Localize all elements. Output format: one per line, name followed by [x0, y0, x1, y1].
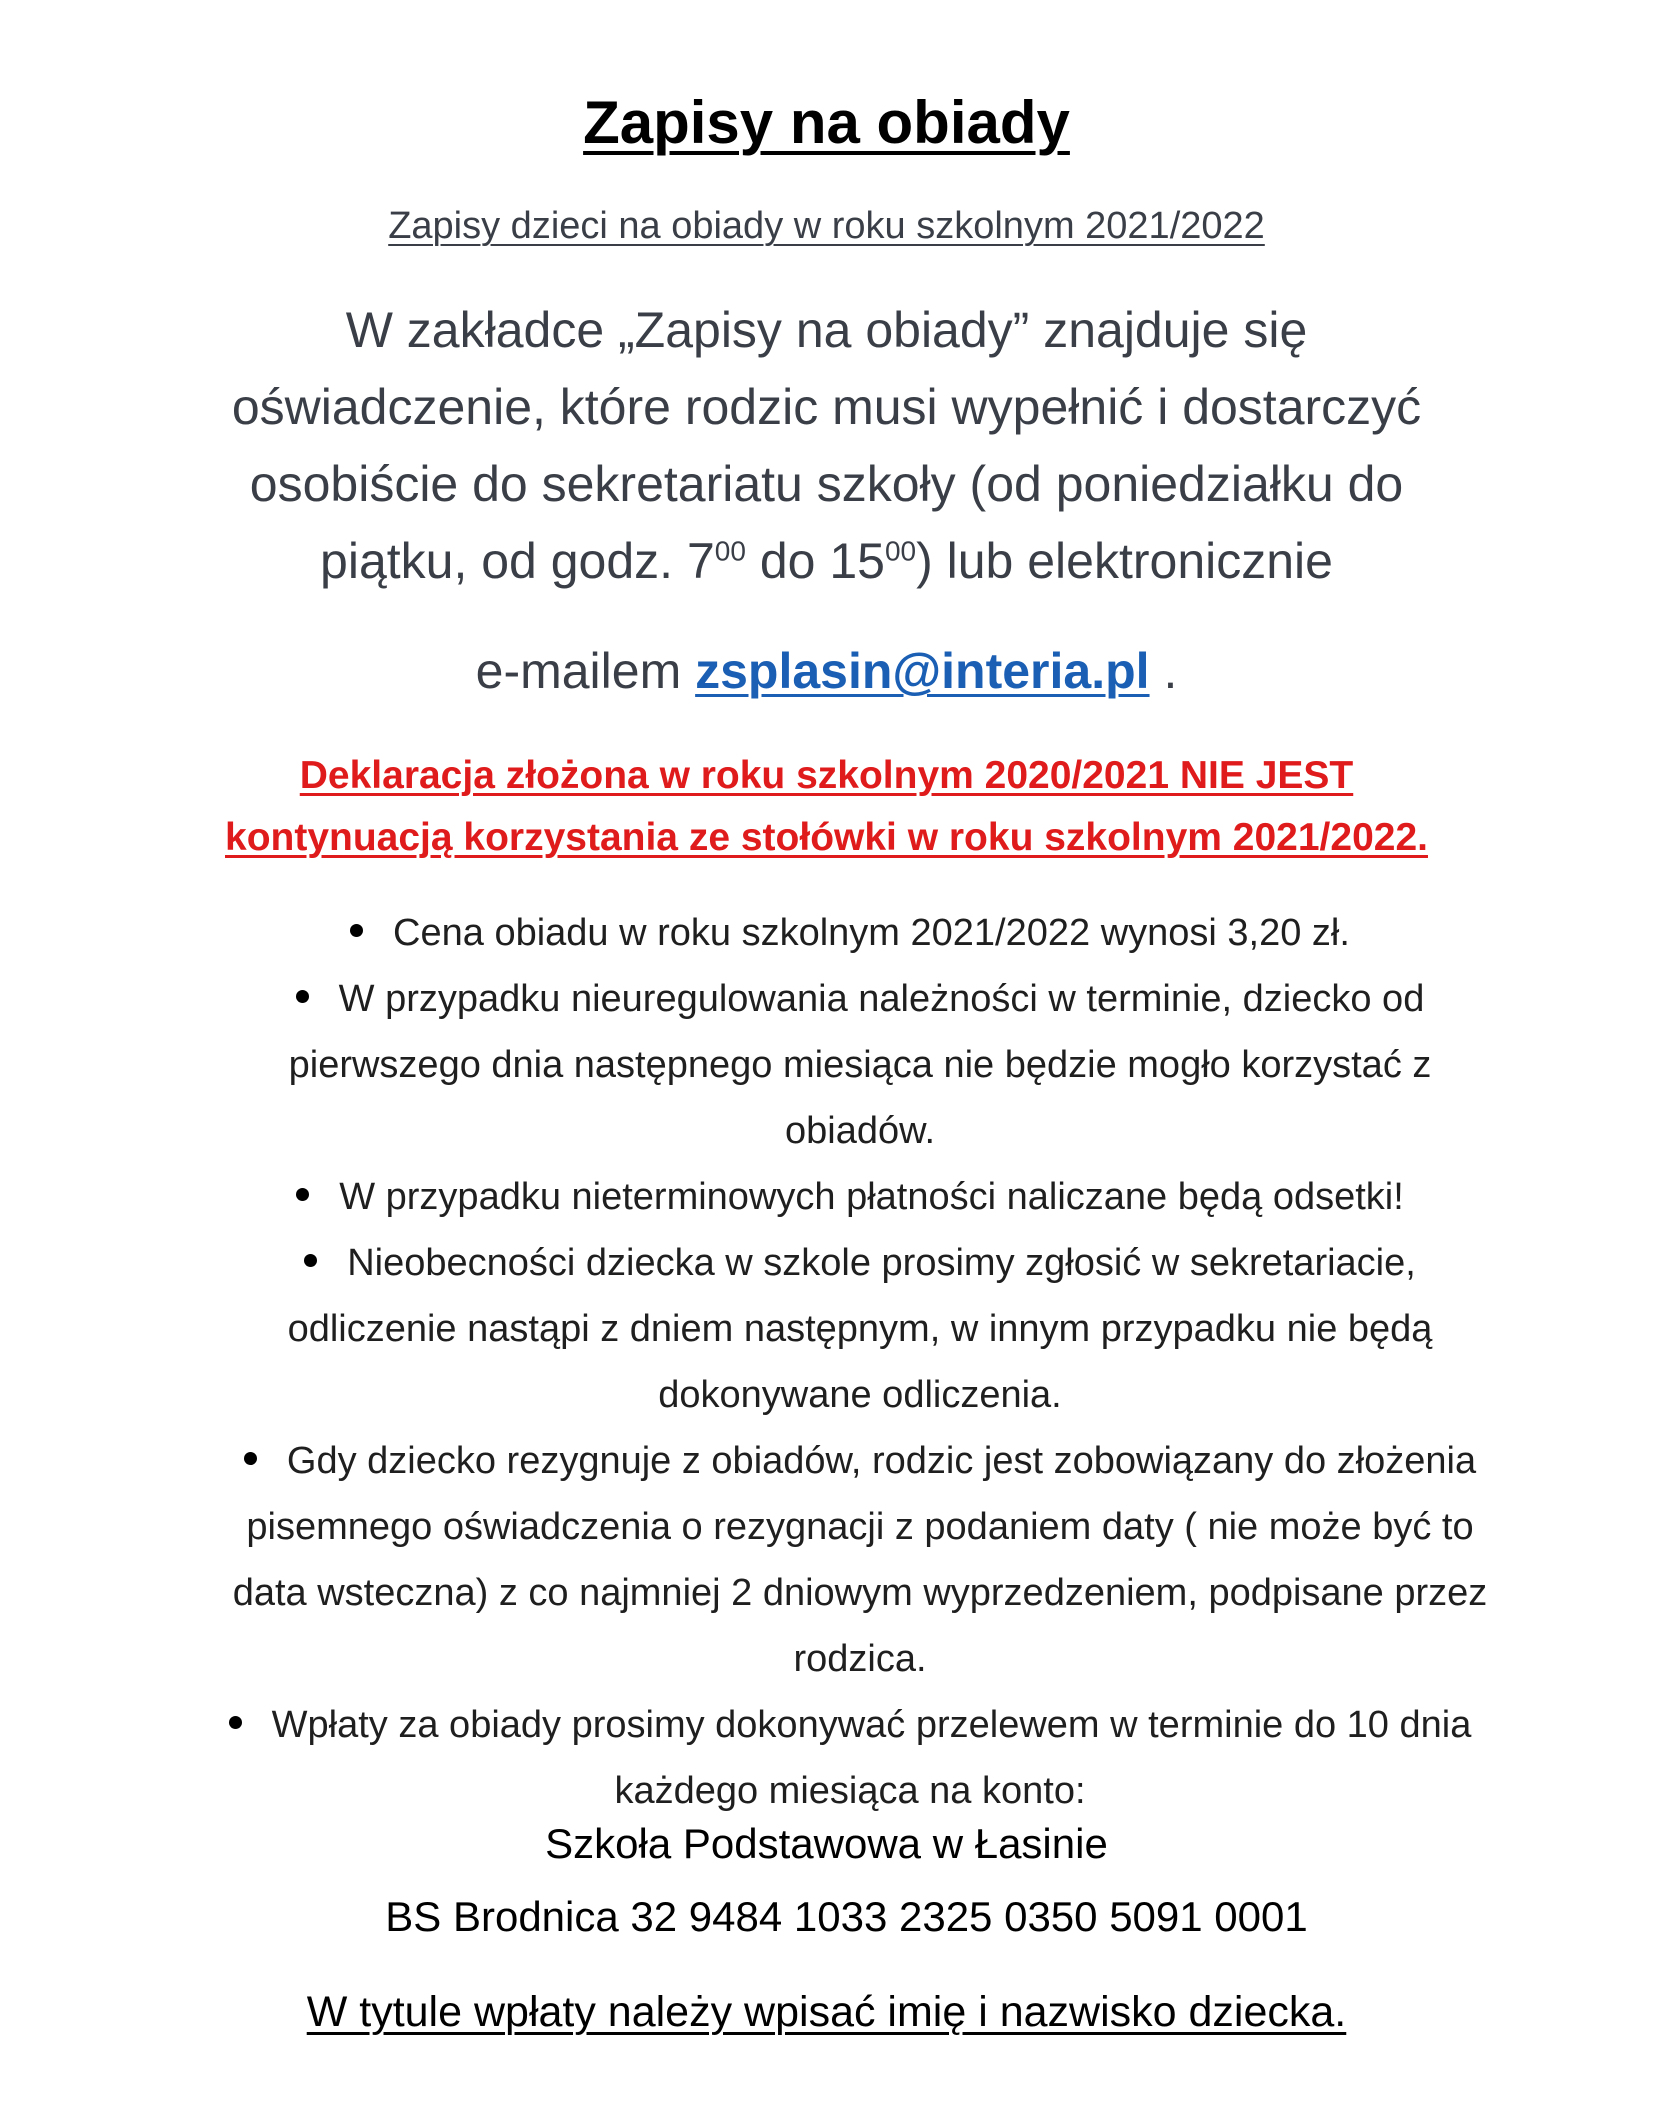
bullet-icon	[229, 1716, 242, 1729]
page-subtitle: Zapisy dzieci na obiady w roku szkolnym 2021/2022	[388, 205, 1265, 247]
list-item	[170, 1428, 1500, 1692]
warning-line-2: kontynuacją korzystania ze stołówki w roku szkolnym 2021/2022.	[225, 816, 1428, 859]
list-item-text: Nieobecności dziecka w szkole prosimy zgłosić w sekretariacie, odliczenie nastąpi z dniem następnym, w innym przypadku nie będą dokonywane odliczenia.	[287, 1242, 1433, 1416]
hours-superscript-start: 00	[714, 535, 746, 567]
list-item	[170, 1230, 1500, 1428]
bullet-icon	[304, 1254, 317, 1267]
intro-line-3: osobiście do sekretariatu szkoły (od poniedziałku do	[249, 456, 1404, 512]
intro-line-4-part-c: ) lub elektronicznie	[916, 533, 1333, 589]
hours-superscript-end: 00	[884, 535, 917, 567]
list-item	[170, 900, 1500, 966]
transfer-title-note: W tytule wpłaty należy wpisać imię i nazwisko dziecka.	[306, 1988, 1347, 2036]
intro-line-2: oświadczenie, które rodzic musi wypełnić i dostarczyć	[231, 379, 1422, 435]
bullet-icon	[244, 1452, 257, 1465]
bank-account-number: BS Brodnica 32 9484 1033 2325 0350 5091 0001	[385, 1893, 1308, 1940]
list-item-text: Gdy dziecko rezygnuje z obiadów, rodzic jest zobowiązany do złożenia pisemnego oświadczenia o rezygnacji z podaniem daty ( nie może być to data wsteczna) z co najmniej 2 dniowym wyprzedzeniem, podpisane przez rodzica.	[232, 1440, 1488, 1680]
list-item-text: W przypadku nieuregulowania należności w terminie, dziecko od pierwszego dnia następnego miesiąca nie będzie mogło korzystać z obiadów.	[288, 978, 1432, 1152]
email-suffix: .	[1149, 643, 1178, 699]
list-item-text: W przypadku nieterminowych płatności naliczane będą odsetki!	[339, 1176, 1404, 1218]
intro-paragraph	[100, 292, 1553, 600]
list-item	[170, 966, 1500, 1164]
intro-line-1: W zakładce „Zapisy na obiady” znajduje się	[345, 302, 1308, 358]
email-prefix: e-mailem	[475, 643, 696, 699]
list-item	[170, 1692, 1500, 1824]
warning-line-1: Deklaracja złożona w roku szkolnym 2020/2021 NIE JEST	[299, 754, 1354, 797]
email-link[interactable]: zsplasin@interia.pl	[695, 643, 1150, 699]
bullet-icon	[296, 1188, 309, 1201]
email-line	[0, 642, 1653, 700]
page-title: Zapisy na obiady	[583, 89, 1070, 156]
rules-list	[170, 900, 1500, 1824]
bullet-icon	[350, 924, 363, 937]
bullet-icon	[296, 990, 309, 1003]
intro-line-4-part-b: do 15	[745, 533, 885, 589]
warning-notice	[100, 745, 1553, 869]
intro-line-4	[100, 523, 1553, 600]
bank-recipient: Szkoła Podstawowa w Łasinie	[545, 1820, 1108, 1867]
intro-line-4-part-a: piątku, od godz. 7	[320, 533, 715, 589]
list-item	[170, 1164, 1500, 1230]
list-item-text: Cena obiadu w roku szkolnym 2021/2022 wynosi 3,20 zł.	[393, 912, 1350, 954]
list-item-text: Wpłaty za obiady prosimy dokonywać przelewem w terminie do 10 dnia każdego miesiąca na konto:	[271, 1704, 1472, 1812]
